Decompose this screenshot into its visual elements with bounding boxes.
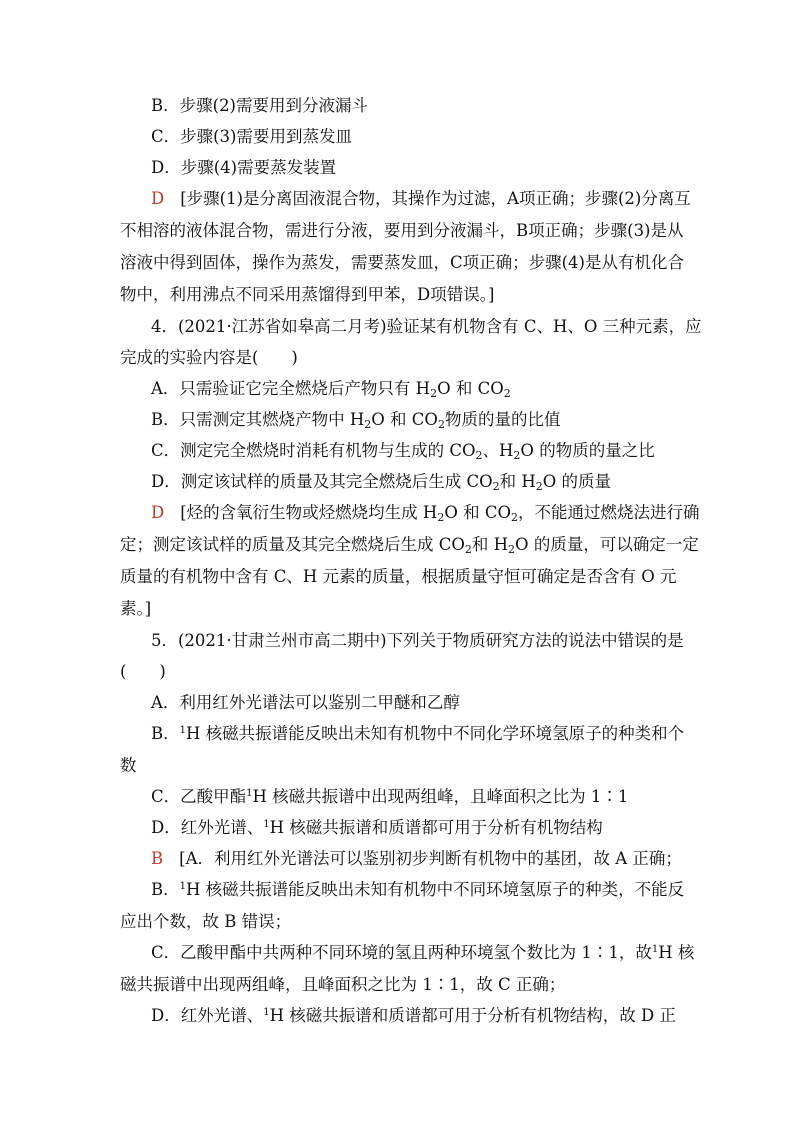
q5-explanation-c: C．乙酸甲酯中共两种不同环境的氢且两种环境氢个数比为 1∶1，故$^1$H 核 bbox=[151, 943, 695, 962]
q4-option-c: C．测定完全燃烧时消耗有机物与生成的 $CO_2$、$H_2O$ 的物质的量之比 bbox=[151, 441, 655, 462]
q4-option-b: B．只需测定其燃烧产物中 $H_2O$ 和 $CO_2$物质的量的比值 bbox=[151, 410, 561, 431]
q4-answer: D bbox=[151, 503, 165, 522]
q4-stem-line2: 完成的实验内容是( ) bbox=[120, 348, 298, 367]
q3-option-d: D．步骤(4)需要蒸发装置 bbox=[151, 158, 337, 177]
q5-option-c: C．乙酸甲酯$^1$H 核磁共振谱中出现两组峰，且峰面积之比为 1∶1 bbox=[151, 787, 629, 806]
q4-explanation-line2: 定；测定该试样的质量及其完全燃烧后生成 $CO_2$和 $H_2O$ 的质量，可以确定一定 bbox=[120, 535, 699, 556]
q4-explanation-line1: D [烃的含氧衍生物或烃燃烧均生成 $H_2O$ 和 $CO_2$，不能通过燃烧法进行确 bbox=[151, 503, 700, 524]
q5-explanation-d: D．红外光谱、$^1$H 核磁共振谱和质谱都可用于分析有机物结构，故 D 正 bbox=[151, 1006, 676, 1025]
q3-explanation-line2: 不相溶的液体混合物，需进行分液，要用到分液漏斗，B项正确；步骤(3)是从 bbox=[120, 221, 684, 240]
q5-option-d: D．红外光谱、$^1$H 核磁共振谱和质谱都可用于分析有机物结构 bbox=[151, 818, 603, 837]
q3-answer: D bbox=[151, 189, 165, 208]
q5-option-b: B．$^1$H 核磁共振谱能反映出未知有机物中不同化学环境氢原子的种类和个 bbox=[151, 724, 685, 743]
q5-stem-line1: 5．(2021·甘肃兰州市高二期中)下列关于物质研究方法的说法中错误的是 bbox=[151, 631, 684, 650]
q4-option-d: D．测定该试样的质量及其完全燃烧后生成 $CO_2$和 $H_2O$ 的质量 bbox=[151, 472, 612, 493]
q5-explanation-c-line2: 磁共振谱中出现两组峰，且峰面积之比为 1∶1，故 C 正确； bbox=[120, 975, 566, 994]
q4-stem-line1: 4．(2021·江苏省如皋高二月考)验证某有机物含有 C、H、O 三种元素，应 bbox=[151, 317, 702, 336]
q3-explanation-line4: 物中，利用沸点不同采用蒸馏得到甲苯，D项错误。] bbox=[120, 285, 495, 304]
q5-explanation-b: B．$^1$H 核磁共振谱能反映出未知有机物中不同环境氢原子的种类，不能反 bbox=[151, 880, 685, 899]
q5-answer: B bbox=[151, 849, 164, 868]
q5-explanation-b-line2: 应出个数，故 B 错误； bbox=[120, 912, 292, 931]
q4-explanation-line3: 质量的有机物中含有 C、H 元素的质量，根据质量守恒可确定是否含有 O 元 bbox=[120, 567, 677, 586]
q5-stem-line2: ( ) bbox=[120, 662, 166, 681]
q3-option-c: C．步骤(3)需要用到蒸发皿 bbox=[151, 127, 352, 146]
q4-explanation-line4: 素。] bbox=[120, 599, 152, 618]
q5-option-b-line2: 数 bbox=[120, 756, 137, 775]
q5-option-a: A．利用红外光谱法可以鉴别二甲醚和乙醇 bbox=[151, 693, 460, 712]
q3-explanation-line3: 溶液中得到固体，操作为蒸发，需要蒸发皿，C项正确；步骤(4)是从有机化合 bbox=[120, 253, 684, 272]
q4-option-a: A．只需验证它完全燃烧后产物只有 $H_2O$ 和 $CO_2$ bbox=[151, 379, 511, 400]
q3-option-b: B．步骤(2)需要用到分液漏斗 bbox=[151, 96, 368, 115]
q5-explanation-a: B [A．利用红外光谱法可以鉴别初步判断有机物中的基团，故 A 正确； bbox=[151, 849, 682, 868]
q3-explanation-line1: D [步骤(1)是分离固液混合物，其操作为过滤，A项正确；步骤(2)分离互 bbox=[151, 189, 691, 208]
